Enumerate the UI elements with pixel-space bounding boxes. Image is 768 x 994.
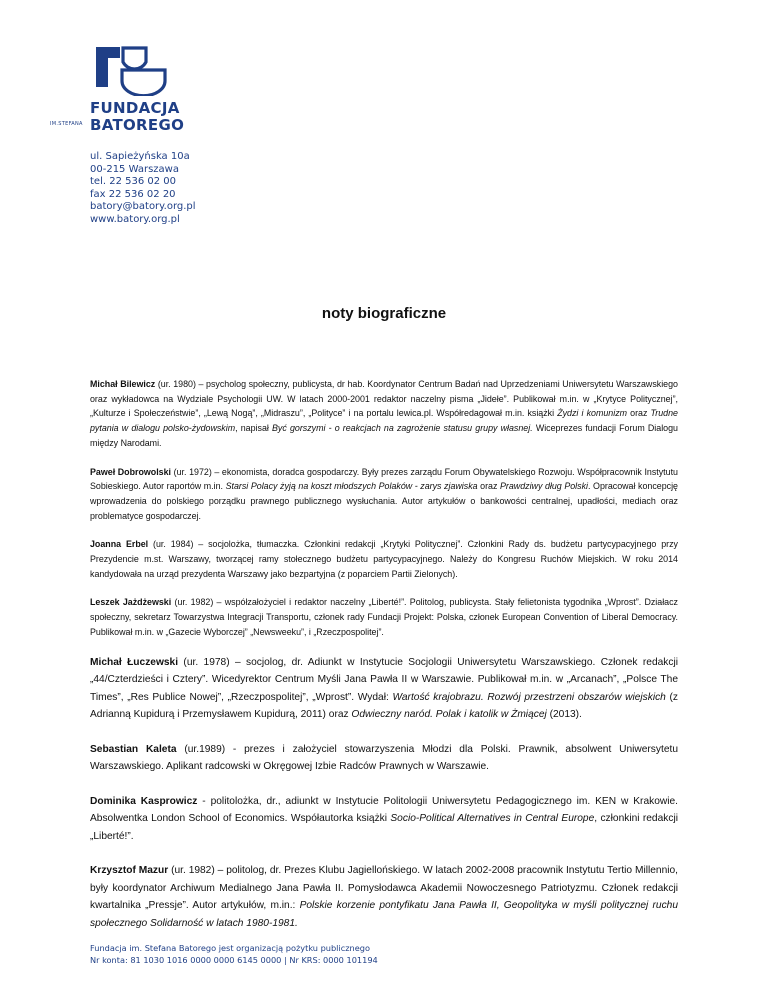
bio-name: Michał Łuczewski [90,656,179,668]
bio-name: Michał Bilewicz [90,379,156,389]
page-footer [90,943,378,966]
brand-line-batorego: BATOREGO [90,116,185,134]
bio-italic-title: Polskie korzenie pontyfikatu Jana Pawła II, Geopolityka w myśli politycznej ruchu społecznego Solidarność w latach 1980-1981. [90,900,679,929]
brand-prefix: IM.STEFANA [50,121,83,127]
address-phone: tel. 22 536 02 00 [90,176,177,188]
address-city: 00-215 Warszawa [90,163,179,175]
footer-bank-info: Nr konta: 81 1030 1016 0000 0000 6145 0000 | Nr KRS: 0000 101194 [90,954,378,965]
bio-name: Krzysztof Mazur [90,865,169,877]
address-email[interactable]: batory@batory.org.pl [90,201,196,213]
bio-italic-title: Wartość krajobrazu. Rozwój przestrzeni obszarów wiejskich [392,691,666,703]
bio-italic-title: Starsi Polacy żyją na koszt młodszych Polaków - zarys zjawiska [225,481,478,492]
bio-italic-title: Socio-Political Alternatives in Central Europe [390,813,595,825]
brand-line-fundacja: FUNDACJA [90,99,180,117]
bio-entry: Krzysztof Mazur (ur. 1982) – politolog, dr. Prezes Klubu Jagiellońskiego. W latach 2002-2008 pracownik Instytutu Tertio Millennio, były koordynator Archiwum Medialnego Jana Pawła II. Pomysłodawca Akademii Nowoczesnego Patriotyzmu. Członek redakcji kwartalnika „Pressje”. Autor artykułów, m.in.: Polskie korzenie pontyfikatu Jana Pawła II, Geopolityka w myśli politycznej ruchu społecznego Solidarność w latach 1980-1981. [90,865,679,929]
address-street: ul. Sapieżyńska 10a [90,151,190,162]
bio-name: Joanna Erbel [90,539,149,550]
contact-address [90,151,196,227]
bio-name: Paweł Dobrowolski [90,466,172,477]
brand-name [90,100,184,134]
bio-entry: Joanna Erbel (ur. 1984) – socjolożka, tłumaczka. Członkini redakcji „Krytyki Politycznej”. Członkini Rady ds. budżetu partycypacyjnego przy Prezydencie m.st. Warszawy, tworzącej ramy stołecznego budżetu partycypacyjnego. Należy do Kongresu Ruchów Miejskich. W roku 2014 kandydowała na urząd prezydenta Warszawy jako bezpartyjna (z poparciem Partii Zielonych). [90,539,678,579]
address-fax: fax 22 536 02 20 [90,188,176,200]
bio-name: Sebastian Kaleta [90,743,177,755]
address-website[interactable]: www.batory.org.pl [90,213,180,225]
footer-note: Fundacja im. Stefana Batorego jest organizacją pożytku publicznego [90,943,370,953]
bio-italic-title: Być gorszymi - o reakcjach na zagrożenie statusu grupy własnej. [272,423,533,434]
bio-entry: Paweł Dobrowolski (ur. 1972) – ekonomista, doradca gospodarczy. Były prezes zarządu Forum Obywatelskiego Rozwoju. Współpracownik Instytutu Sobieskiego. Autor raportów m.in. Starsi Polacy żyją na koszt młodszych Polaków - zarys zjawiska oraz Prawdziwy dług Polski. Opracował koncepcję wprowadzenia do polskiego porządku prawnego publicznego wysłuchania. Autor artykułów o bankowości centralnej, upadłości, mediach oraz problematyce gospodarczej. [90,466,678,521]
bio-name: Leszek Jażdżewski [90,597,172,608]
bio-italic-title: Żydzi i komunizm [557,408,628,419]
bio-italic-title: Trudne pytania w dialogu polsko-żydowskim [90,408,678,434]
bio-entry: Michał Łuczewski (ur. 1978) – socjolog, dr. Adiunkt w Instytucie Socjologii Uniwersytetu Warszawskiego. Członek redakcji „44/Czterdzieści i Cztery”. Wicedyrektor Centrum Myśli Jana Pawła II w Warszawie. Publikował m.in. w „Arcanach”, „Polsce The Times”, „Res Publice Nowej”, „Rzeczpospolitej”, „Wprost”. Wydał: Wartość krajobrazu. Rozwój przestrzeni obszarów wiejskich (z Adrianną Kupidurą i Przemysławem Kupidurą, 2011) oraz Odwieczny naród. Polak i katolik w Żmiącej (2013). [90,656,678,721]
bio-name: Dominika Kasprowicz [90,795,198,807]
bio-entry: Sebastian Kaleta (ur.1989) - prezes i założyciel stowarzyszenia Młodzi dla Polski. Prawnik, absolwent Uniwersytetu Warszawskiego. Aplikant radcowski w Okręgowej Izbie Radców Prawnych w Warszawie. [90,743,678,773]
biography-list [90,377,678,949]
bio-italic-title: Odwieczny naród. Polak i katolik w Żmiącej [351,709,547,721]
bio-entry: Dominika Kasprowicz - politolożka, dr., adiunkt w Instytucie Politologii Uniwersytetu Pedagogicznego im. KEN w Krakowie. Absolwentka London School of Economics. Współautorka książki Socio-Political Alternatives in Central Europe, członkini redakcji „Liberté!”. [90,795,678,842]
foundation-logo-icon [90,44,168,96]
bio-entry: Michał Bilewicz (ur. 1980) – psycholog społeczny, publicysta, dr hab. Koordynator Centrum Badań nad Uprzedzeniami Uniwersytetu Warszawskiego oraz wykładowca na Wydziale Psychologii UW. W latach 2000-2001 redaktor naczelny pisma „Jidełe”. Publikował m.in. w „Krytyce Politycznej”, „Kulturze i Społeczeństwie”, „Lewą Nogą”, „Midraszu”, „Polityce” i na portalu lewica.pl. Współredagował m.in. książki Żydzi i komunizm oraz Trudne pytania w dialogu polsko-żydowskim, napisał Być gorszymi - o reakcjach na zagrożenie statusu grupy własnej. Wiceprezes fundacji Forum Dialogu między Narodami. [90,379,678,448]
document-title: noty biograficzne [321,305,447,322]
bio-entry: Leszek Jażdżewski (ur. 1982) – współzałożyciel i redaktor naczelny „Liberté!”. Politolog, publicysta. Stały felietonista tygodnika „Wprost”. Działacz społeczny, sekretarz Towarzystwa Integracji Transportu, członek rady Fundacji Projekt: Polska, członek European Convention of Liberal Democracy. Publikował m.in. w „Gazecie Wyborczej” „Newsweeku”, i „Rzeczpospolitej”. [90,597,678,637]
bio-italic-title: Prawdziwy dług Polski [499,481,588,492]
